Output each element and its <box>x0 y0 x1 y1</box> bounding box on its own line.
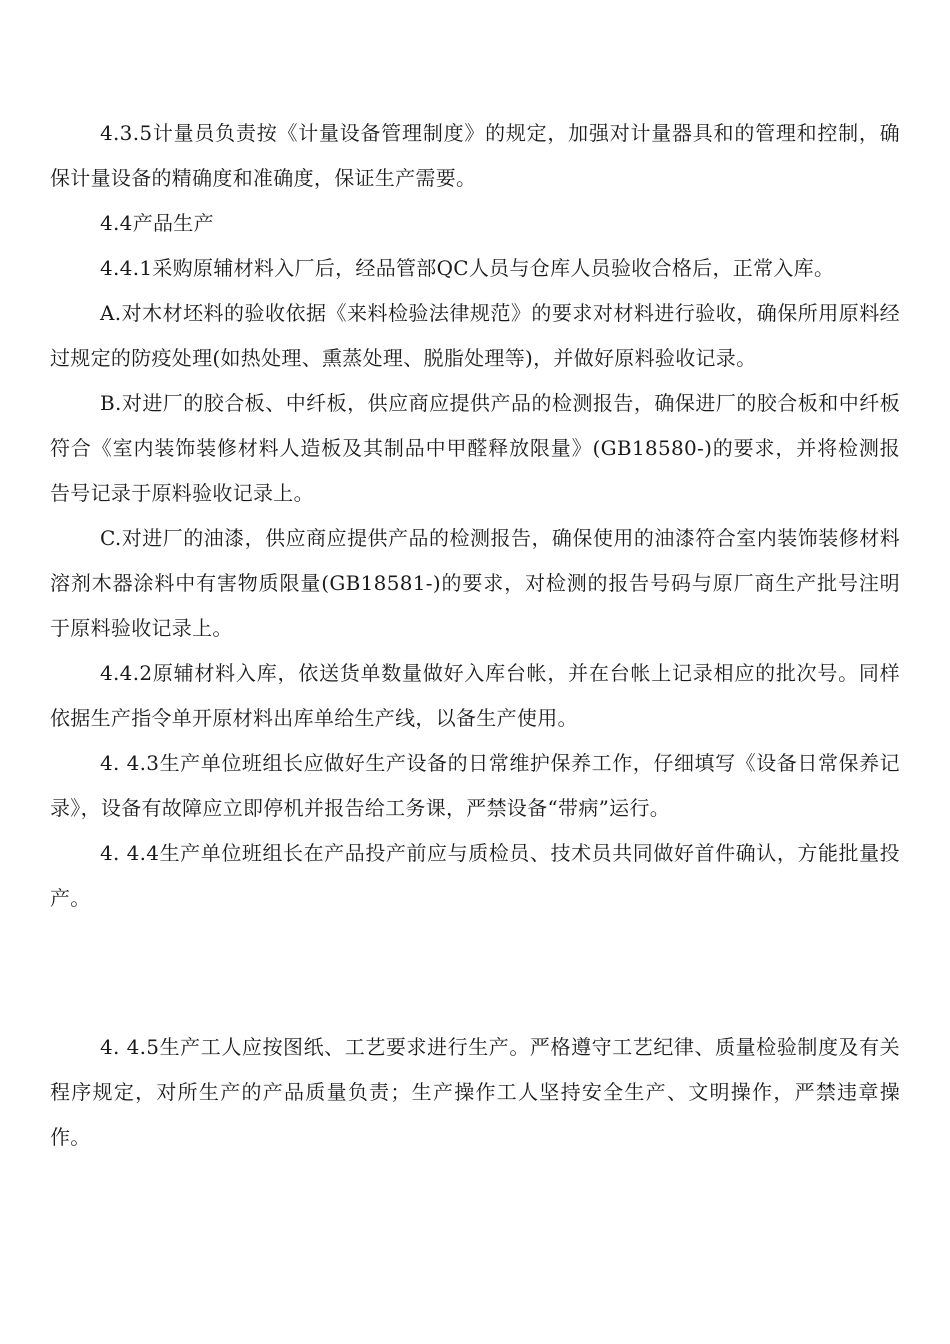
paragraph-4-4-2: 4.4.2原辅材料入库，依送货单数量做好入库台帐，并在台帐上记录相应的批次号。同样依据生产指令单开原材料出库单给生产线，以备生产使用。 <box>50 661 900 730</box>
paragraph-4-3-5: 4.3.5计量员负责按《计量设备管理制度》的规定，加强对计量器具和的管理和控制，确保计量设备的精确度和准确度，保证生产需要。 <box>50 121 900 190</box>
paragraph-a: A.对木材坯料的验收依据《来料检验法律规范》的要求对材料进行验收，确保所用原料经过规定的防疫处理(如热处理、熏蒸处理、脱脂处理等)，并做好原料验收记录。 <box>50 301 900 370</box>
document-body <box>50 111 900 1160</box>
paragraph-4-4-3: 4. 4.3生产单位班组长应做好生产设备的日常维护保养工作，仔细填写《设备日常保养记录》，设备有故障应立即停机并报告给工务课，严禁设备“带病”运行。 <box>50 751 900 820</box>
paragraph-b: B.对进厂的胶合板、中纤板，供应商应提供产品的检测报告，确保进厂的胶合板和中纤板符合《室内装饰装修材料人造板及其制品中甲醛释放限量》(GB18580-)的要求，并将检测报告号记录于原料验收记录上。 <box>50 391 900 505</box>
section-heading-4-4: 4.4产品生产 <box>100 211 214 235</box>
blank-space <box>50 921 900 1025</box>
paragraph-c: C.对进厂的油漆，供应商应提供产品的检测报告，确保使用的油漆符合室内装饰装修材料溶剂木器涂料中有害物质限量(GB18581-)的要求，对检测的报告号码与原厂商生产批号注明于原料验收记录上。 <box>50 526 900 640</box>
paragraph-4-4-5: 4. 4.5生产工人应按图纸、工艺要求进行生产。严格遵守工艺纪律、质量检验制度及有关程序规定，对所生产的产品质量负责；生产操作工人坚持安全生产、文明操作，严禁违章操作。 <box>50 1035 900 1149</box>
paragraph-4-4-4: 4. 4.4生产单位班组长在产品投产前应与质检员、技术员共同做好首件确认，方能批量投产。 <box>50 841 900 910</box>
paragraph-4-4-1: 4.4.1采购原辅材料入厂后，经品管部QC人员与仓库人员验收合格后，正常入库。 <box>100 256 835 280</box>
